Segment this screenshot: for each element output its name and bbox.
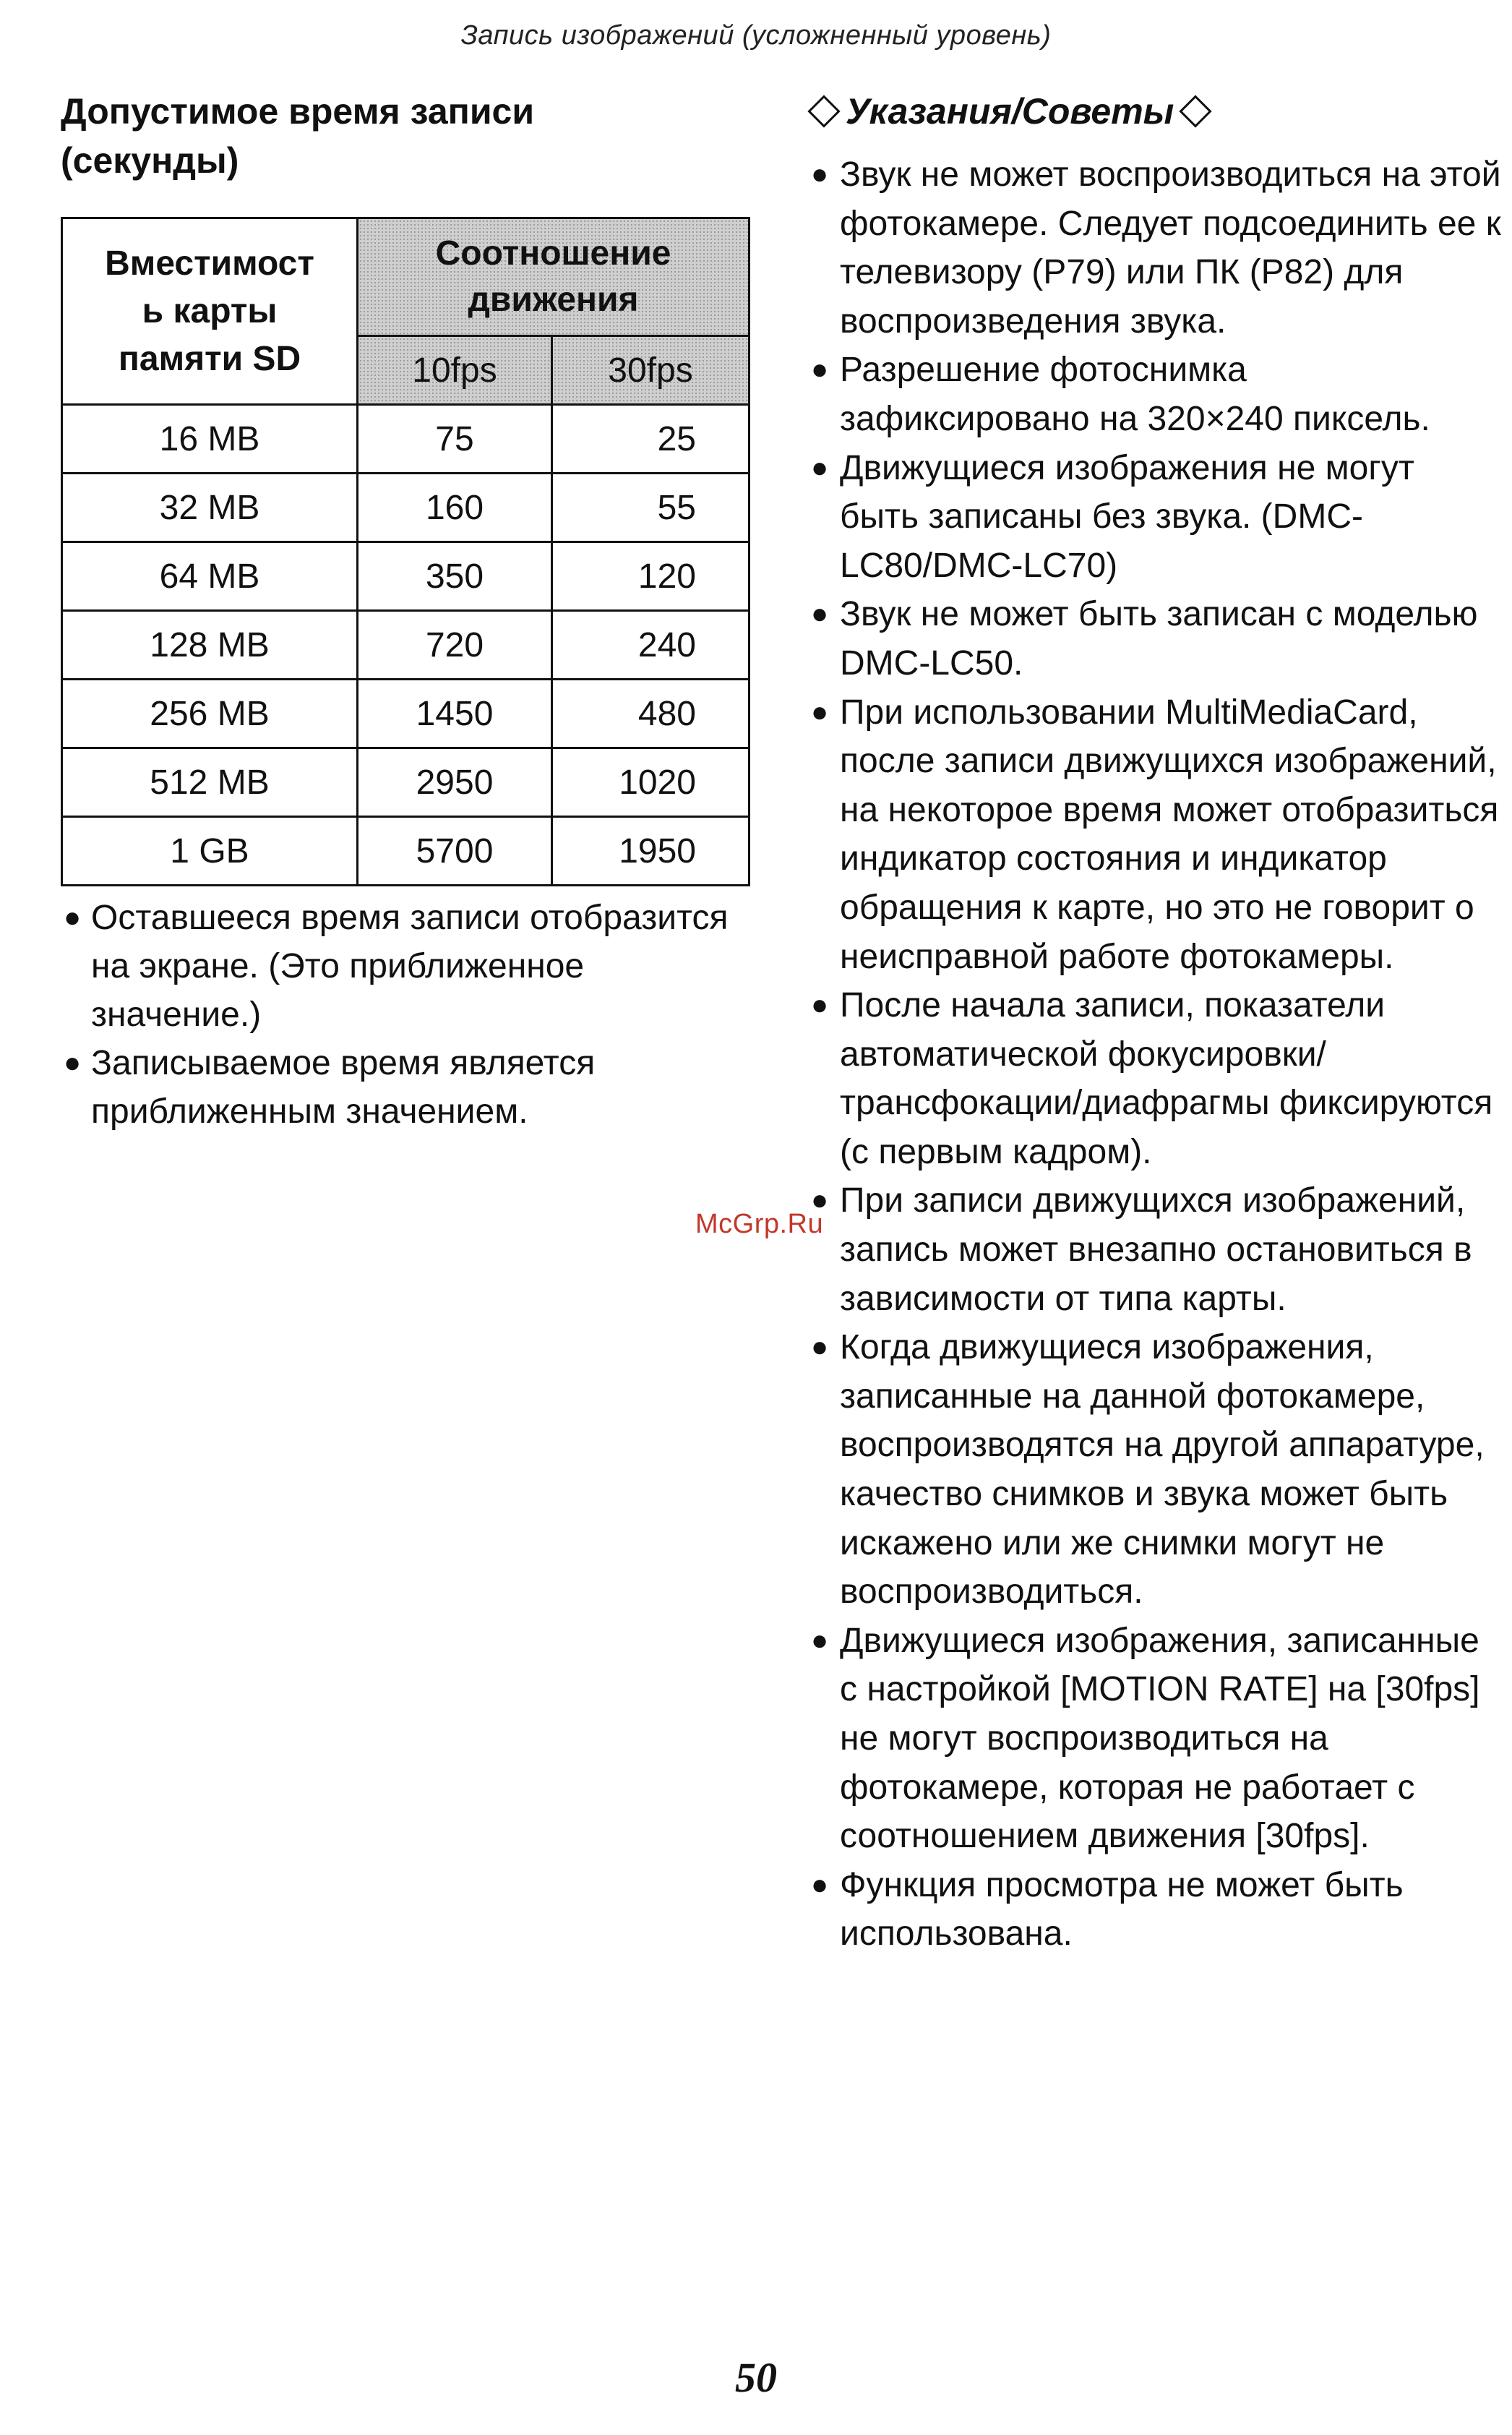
recording-time-table (61, 217, 750, 886)
cell-card-size: 128 MB (62, 611, 358, 680)
header-30fps: 30fps (552, 336, 749, 405)
left-notes (61, 894, 755, 1136)
header-capacity: Вместимост ь карты памяти SD (62, 218, 358, 405)
tips-title-text: Указания/Советы (846, 91, 1174, 132)
recording-time-title: Допустимое время записи (секунды) (61, 91, 535, 181)
bullet-icon: ● (811, 1868, 829, 1901)
right-column (808, 87, 1502, 1959)
cell-card-size: 512 MB (62, 748, 358, 817)
bullet-icon: ● (811, 1331, 829, 1364)
cell-10fps: 2950 (358, 748, 552, 817)
cell-30fps: 1950 (552, 817, 749, 886)
bullet-icon: ● (811, 1184, 829, 1217)
list-item (808, 444, 1502, 591)
bullet-icon: ● (811, 696, 829, 728)
list-item-text: При записи движущихся изображений, запись может внезапно остановиться в зависимости от типа карты. (840, 1181, 1472, 1318)
cell-10fps: 1450 (358, 680, 552, 748)
list-item-text: Оставшееся время записи отобразится на экране. (Это приближенное значение.) (91, 899, 729, 1034)
bullet-icon: ● (811, 451, 829, 484)
page-number: 50 (735, 2354, 777, 2401)
list-item-text: Разрешение фотоснимка зафиксировано на 320×240 пиксель. (840, 351, 1430, 438)
cell-10fps: 75 (358, 405, 552, 474)
tips-title (808, 87, 1502, 136)
list-item-text: Функция просмотра не может быть использована. (840, 1865, 1404, 1953)
table-row (62, 748, 749, 817)
list-item-text: После начала записи, показатели автоматической фокусировки/ трансфокации/диафрагмы фиксируются (с первым кадром). (840, 986, 1493, 1171)
bullet-icon: ● (811, 989, 829, 1022)
bullet-icon: ● (64, 1047, 82, 1079)
list-item-text: Записываемое время является приближенным значением. (91, 1044, 596, 1131)
cell-30fps: 1020 (552, 748, 749, 817)
table-row (62, 474, 749, 542)
list-item (808, 590, 1502, 688)
list-item-text: Звук не может воспроизводиться на этой фотокамере. Следует подсоединить ее к телевизору (P79) или ПК (P82) для воспроизведения звука. (840, 155, 1501, 341)
list-item (808, 1176, 1502, 1323)
cell-card-size: 1 GB (62, 817, 358, 886)
bullet-icon: ● (811, 1624, 829, 1656)
diamond-icon (1180, 95, 1212, 127)
bullet-icon: ● (64, 902, 82, 933)
table-row (62, 542, 749, 611)
watermark: McGrp.Ru (695, 1209, 824, 1239)
cell-10fps: 350 (358, 542, 552, 611)
table-row (62, 405, 749, 474)
list-item (61, 1039, 755, 1136)
table-row (62, 817, 749, 886)
list-item (808, 981, 1502, 1176)
list-item (808, 1861, 1502, 1959)
list-item-text: Когда движущиеся изображения, записанные на данной фотокамере, воспроизводятся на другой аппаратуре, качество снимков и звука может быть искажено или же снимки могут не воспроизводиться. (840, 1328, 1485, 1612)
list-item-text: Движущиеся изображения, записанные с настройкой [MOTION RATE] на [30fps] не могут воспроизводиться на фотокамере, которая не работает с соотношением движения [30fps]. (840, 1621, 1480, 1856)
cell-10fps: 5700 (358, 817, 552, 886)
bullet-icon: ● (811, 158, 829, 190)
table-row (62, 611, 749, 680)
list-item (808, 346, 1502, 443)
cell-10fps: 720 (358, 611, 552, 680)
list-item-text: Звук не может быть записан с моделью DMC-LC50. (840, 595, 1478, 682)
cell-card-size: 64 MB (62, 542, 358, 611)
cell-30fps: 480 (552, 680, 749, 748)
list-item-text: При использовании MultiMediaCard, после записи движущихся изображений, на некоторое время может отобразиться индикатор состояния и индикатор обращения к карте, но это не говорит о неисправной работе фотокамеры. (840, 693, 1499, 976)
cell-card-size: 256 MB (62, 680, 358, 748)
list-item (808, 1323, 1502, 1617)
cell-30fps: 120 (552, 542, 749, 611)
cell-card-size: 32 MB (62, 474, 358, 542)
cell-10fps: 160 (358, 474, 552, 542)
cell-card-size: 16 MB (62, 405, 358, 474)
bullet-icon: ● (811, 354, 829, 386)
diamond-icon (807, 95, 840, 127)
header-10fps: 10fps (358, 336, 552, 405)
bullet-icon: ● (811, 598, 829, 630)
cell-30fps: 55 (552, 474, 749, 542)
table-row (62, 680, 749, 748)
tips-list (808, 150, 1502, 1959)
left-column (61, 87, 755, 1136)
cell-30fps: 25 (552, 405, 749, 474)
list-item-text: Движущиеся изображения не могут быть записаны без звука. (DMC-LC80/DMC-LC70) (840, 448, 1414, 585)
list-item (61, 894, 755, 1039)
running-header: Запись изображений (усложненный уровень) (460, 20, 1052, 51)
list-item (808, 150, 1502, 346)
list-item (808, 1617, 1502, 1861)
header-motion-ratio: Соотношение движения (358, 218, 749, 336)
cell-30fps: 240 (552, 611, 749, 680)
list-item (808, 688, 1502, 982)
table-header-row (62, 218, 749, 336)
